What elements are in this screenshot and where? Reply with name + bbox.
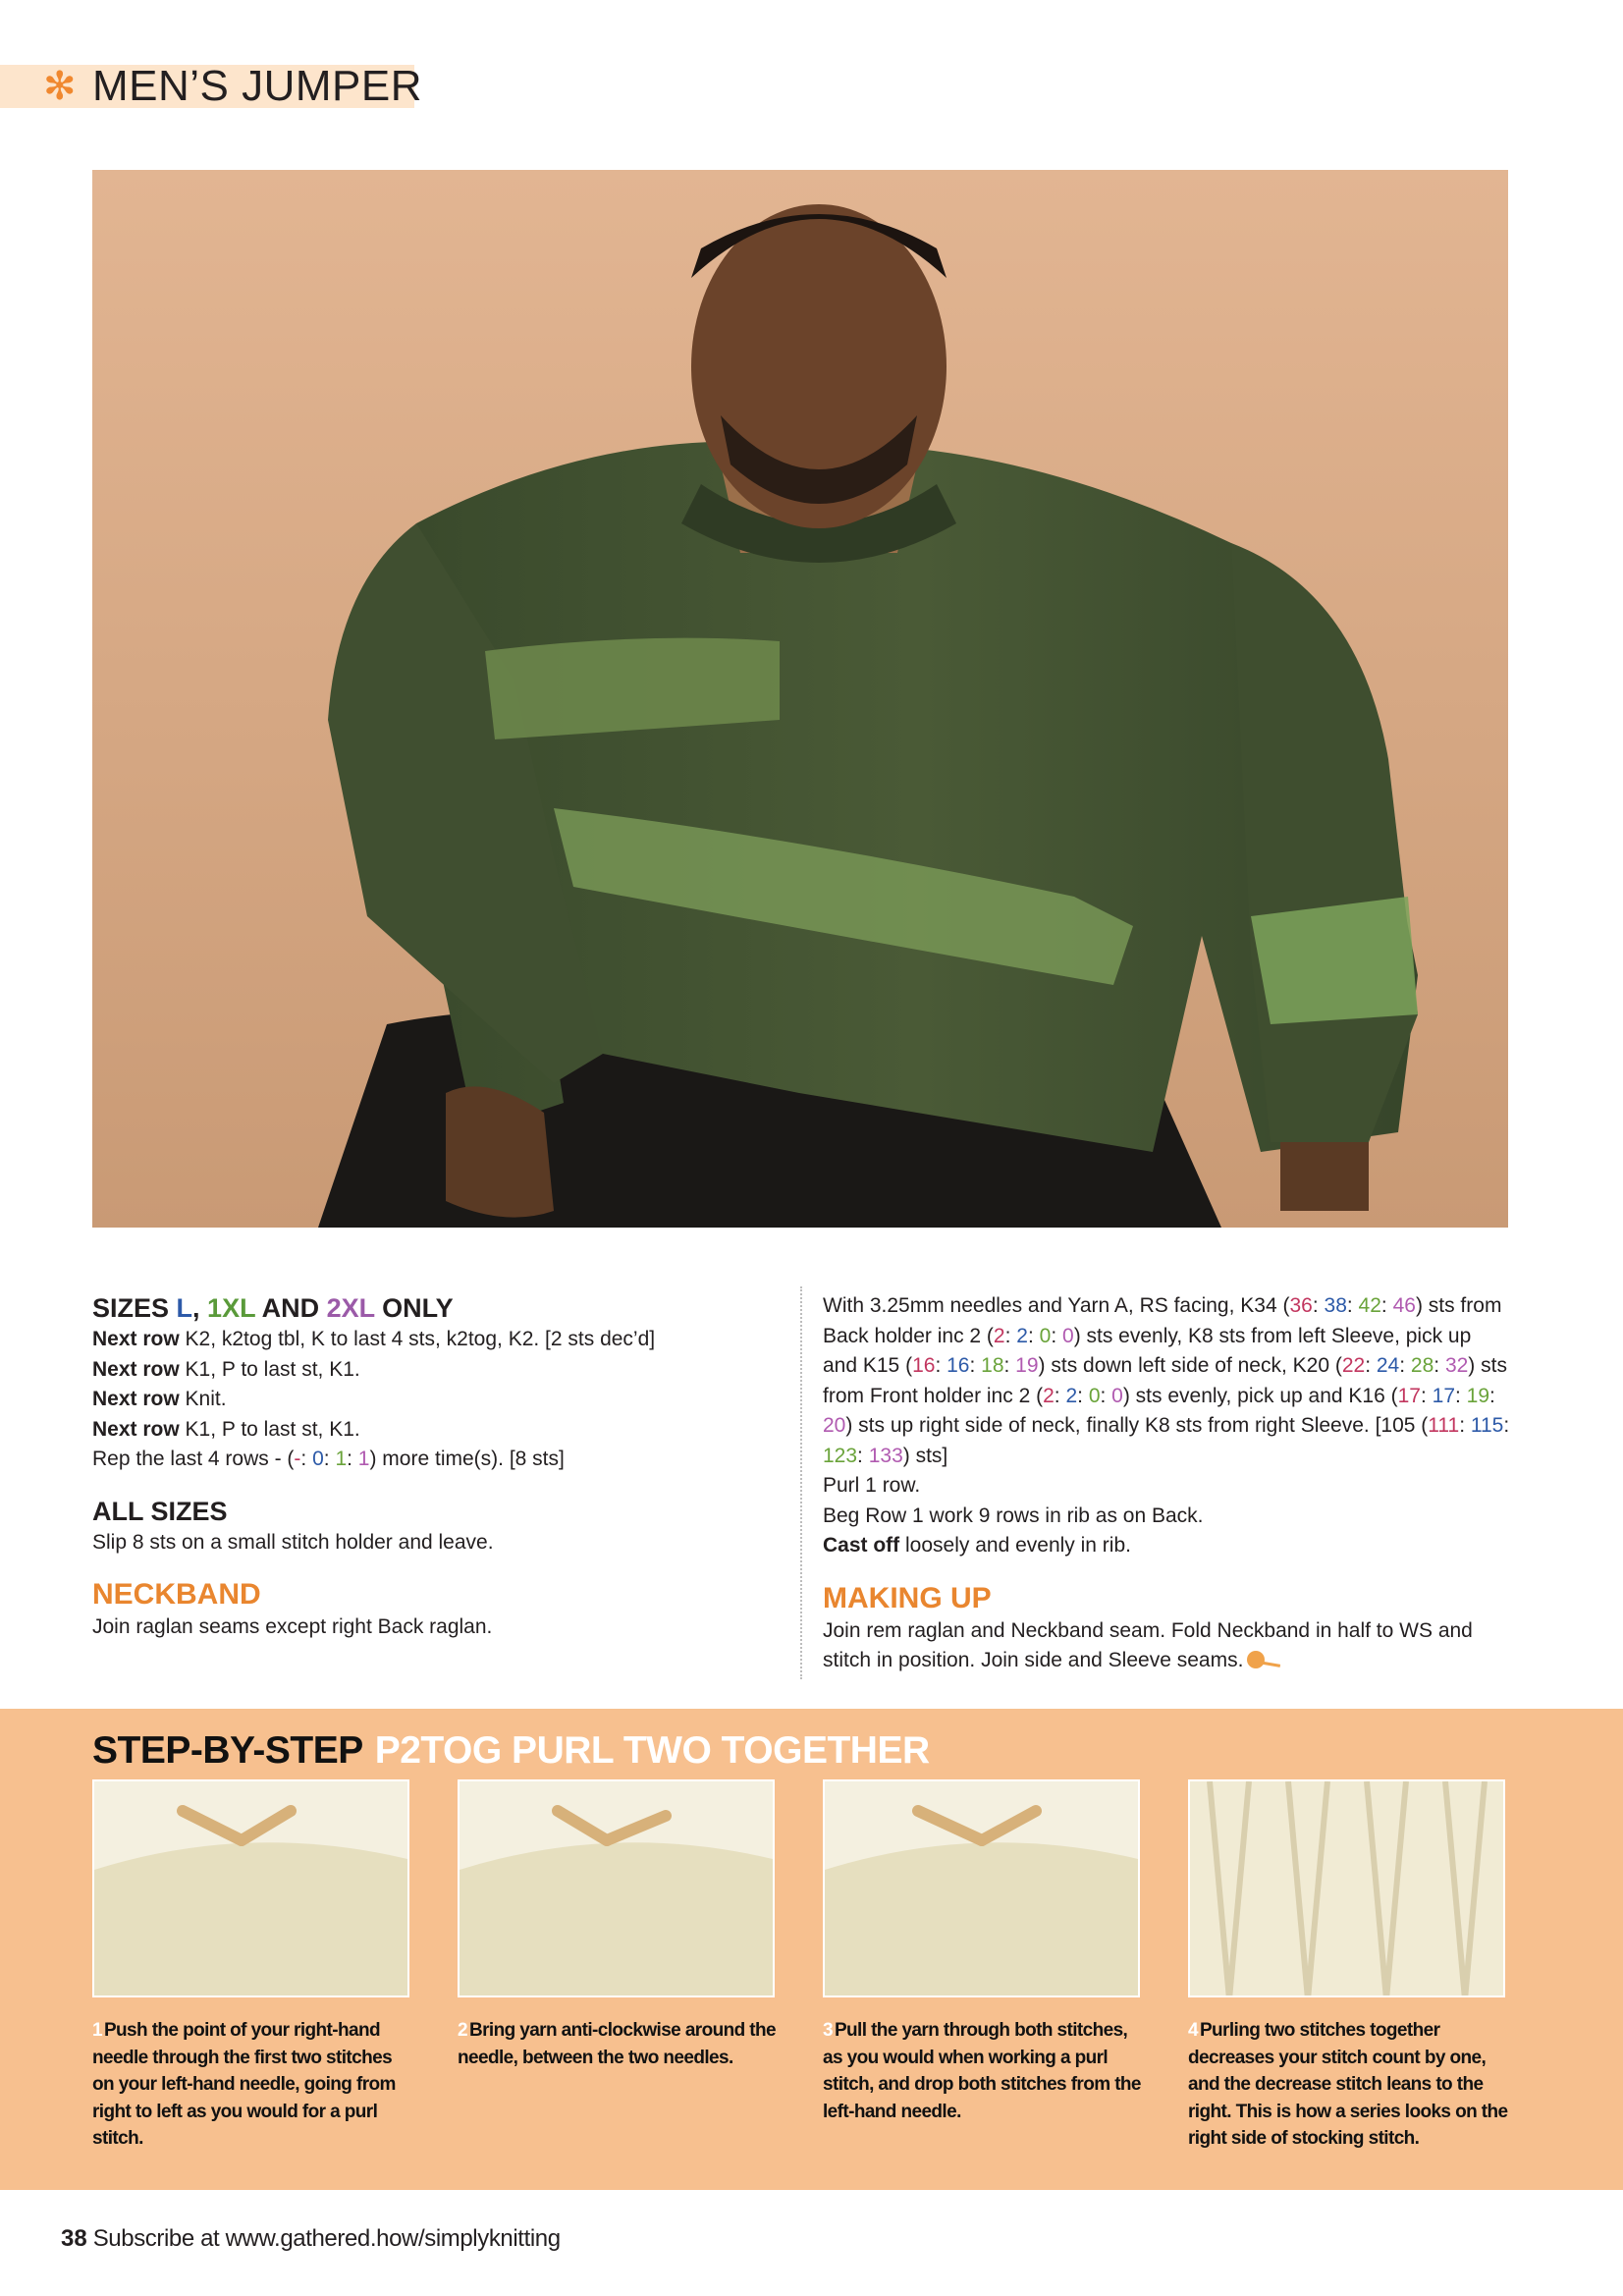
size-2xl: 2XL: [326, 1293, 375, 1323]
rep-val: -: [294, 1448, 301, 1470]
page-footer: [61, 2224, 561, 2254]
step-2-photo: [458, 1779, 775, 1997]
size-value: 133: [868, 1444, 903, 1467]
subscribe-link[interactable]: Subscribe at www.gathered.how/simplyknitting: [92, 2225, 561, 2252]
knitting-needles-illustration: [94, 1781, 409, 1997]
size-value: 28: [1410, 1354, 1434, 1377]
cast-off-text: loosely and evenly in rib.: [899, 1534, 1131, 1557]
all-sizes-heading: ALL SIZES: [92, 1496, 228, 1526]
step-text: Bring yarn anti-clockwise around the needle, between the two needles.: [458, 2020, 776, 2068]
sizes-and: AND: [255, 1293, 327, 1323]
instruction-text: :: [1027, 1324, 1040, 1347]
knitting-needles-illustration: [825, 1781, 1140, 1997]
page-number: 38: [61, 2225, 87, 2252]
making-up-heading: MAKING UP: [823, 1581, 992, 1614]
size-value: 0: [1062, 1324, 1074, 1347]
neckband-heading: NECKBAND: [92, 1578, 261, 1611]
size-value: 19: [1015, 1354, 1039, 1377]
size-value: 2: [993, 1324, 1005, 1347]
step-by-step-panel: [0, 1709, 1623, 2190]
size-value: 2: [1065, 1384, 1078, 1407]
neckband-instructions: [823, 1291, 1510, 1471]
sizes-only: ONLY: [374, 1293, 454, 1323]
size-value: 38: [1324, 1294, 1347, 1317]
instruction-text: :: [857, 1444, 869, 1467]
yarn-ball-icon: [1247, 1651, 1265, 1668]
step-number: 2: [458, 2020, 467, 2041]
instruction-text: :: [1455, 1384, 1467, 1407]
step-4-photo: [1188, 1779, 1505, 1997]
instruction-text: :: [1434, 1354, 1445, 1377]
size-value: 19: [1466, 1384, 1490, 1407]
rib-row: Beg Row 1 work 9 rows in rib as on Back.: [823, 1503, 1204, 1527]
row-text: K2, k2tog tbl, K to last 4 sts, k2tog, K2. [2 sts dec’d]: [179, 1328, 656, 1350]
rep-val: 1: [335, 1448, 348, 1470]
instruction-row: [92, 1385, 780, 1415]
asterisk-flower-icon: ✻: [43, 64, 77, 109]
size-value: 24: [1376, 1354, 1400, 1377]
row-label: Next row: [92, 1328, 180, 1350]
size-value: 18: [981, 1354, 1004, 1377]
instruction-row: [92, 1325, 780, 1355]
neckband-text: Join raglan seams except right Back raglan.: [92, 1615, 493, 1638]
step-2-caption: [458, 2017, 782, 2071]
rep-sep: :: [300, 1448, 313, 1470]
size-l: L: [176, 1293, 193, 1323]
sizes-comma: ,: [192, 1293, 208, 1323]
step-number: 3: [823, 2020, 833, 2041]
size-value: 46: [1392, 1294, 1416, 1317]
size-value: 115: [1470, 1414, 1504, 1437]
row-text: K1, P to last st, K1.: [179, 1357, 360, 1381]
instruction-text: :: [1054, 1384, 1066, 1407]
instruction-text: :: [935, 1354, 947, 1377]
size-value: 32: [1444, 1354, 1469, 1377]
step-1-caption: [92, 2017, 416, 2153]
row-text: Knit.: [179, 1388, 227, 1410]
size-value: 17: [1397, 1384, 1421, 1407]
row-label: Next row: [92, 1357, 180, 1381]
step-number: 1: [92, 2020, 102, 2041]
cast-off-label: Cast off: [823, 1534, 900, 1557]
step-3-photo: [823, 1779, 1140, 1997]
size-value: 16: [912, 1354, 936, 1377]
rep-sep: :: [347, 1448, 358, 1470]
rep-text: Rep the last 4 rows - (: [92, 1448, 295, 1470]
photo-illustration: [92, 170, 1508, 1228]
instruction-text: With 3.25mm needles and Yarn A, RS facing, K34 (: [823, 1294, 1290, 1317]
size-1xl: 1XL: [207, 1293, 256, 1323]
stocking-stitch-swatch: [1190, 1781, 1505, 1997]
purl-row: Purl 1 row.: [823, 1474, 921, 1497]
rep-sep: :: [323, 1448, 336, 1470]
knitting-needles-illustration: [460, 1781, 775, 1997]
instruction-text: :: [1312, 1294, 1325, 1317]
step-by-step-title: [92, 1728, 930, 1774]
making-up-text: [823, 1616, 1510, 1676]
instruction-text: :: [1003, 1354, 1016, 1377]
step-3-caption: [823, 2017, 1147, 2125]
instruction-row: [92, 1415, 780, 1446]
instruction-text: :: [1380, 1294, 1393, 1317]
step-by-step-label: STEP-BY-STEP: [92, 1729, 363, 1772]
page-title: MEN’S JUMPER: [92, 62, 423, 110]
size-value: 111: [1428, 1414, 1460, 1437]
instruction-text: ) sts]: [902, 1444, 948, 1467]
instruction-text: :: [969, 1354, 982, 1377]
man-in-jumper-photo: [92, 170, 1508, 1228]
instruction-text: :: [1346, 1294, 1359, 1317]
right-column: [823, 1291, 1510, 1676]
size-value: 22: [1341, 1354, 1366, 1377]
instruction-text: :: [1004, 1324, 1017, 1347]
step-text: Push the point of your right-hand needle through the first two stitches on your left-hand needle, going from right to left as you would for a purl stitch.: [92, 2020, 396, 2149]
size-value: 42: [1358, 1294, 1381, 1317]
instruction-text: :: [1051, 1324, 1062, 1347]
instruction-text: ) sts up right side of neck, finally K8 sts from right Sleeve. [105 (: [845, 1414, 1429, 1437]
instruction-text: :: [1489, 1384, 1495, 1407]
row-label: Next row: [92, 1417, 180, 1441]
instruction-text: ) sts from Back holder inc 2 (: [823, 1294, 1502, 1347]
instruction-text: ) sts evenly, pick up and K16 (: [1122, 1384, 1398, 1407]
instruction-text: ) sts evenly, K8 sts from left Sleeve, pick up and K15 (: [823, 1324, 1472, 1377]
size-value: 16: [947, 1354, 970, 1377]
rep-val: 0: [312, 1448, 324, 1470]
instruction-text: :: [1503, 1414, 1510, 1437]
step-text: Purling two stitches together decreases your stitch count by one, and the decrease stitch leans to the right. This is how a series looks on the right side of stocking stitch.: [1188, 2020, 1508, 2149]
step-text: Pull the yarn through both stitches, as you would when working a purl stitch, and drop both stitches from the left-hand needle.: [823, 2020, 1141, 2122]
sizes-text: SIZES: [92, 1293, 177, 1323]
step-1-photo: [92, 1779, 409, 1997]
row-label: Next row: [92, 1388, 180, 1410]
size-value: 2: [1043, 1384, 1055, 1407]
left-column: [92, 1291, 780, 1643]
step-number: 4: [1188, 2020, 1198, 2041]
size-value: 0: [1088, 1384, 1101, 1407]
making-up-body: Join rem raglan and Neckband seam. Fold Neckband in half to WS and stitch in position. Join side and Sleeve seams.: [823, 1618, 1473, 1671]
instruction-text: :: [1459, 1414, 1471, 1437]
repeat-line: [92, 1445, 780, 1475]
rep-text-end: ) more time(s). [8 sts]: [369, 1448, 565, 1470]
size-value: 36: [1289, 1294, 1313, 1317]
instruction-text: ) sts down left side of neck, K20 (: [1038, 1354, 1342, 1377]
instruction-text: :: [1420, 1384, 1433, 1407]
size-value: 0: [1039, 1324, 1052, 1347]
sizes-heading: [92, 1291, 780, 1325]
all-sizes-text: Slip 8 sts on a small stitch holder and leave.: [92, 1530, 494, 1554]
step-4-caption: [1188, 2017, 1512, 2153]
size-value: 20: [823, 1414, 846, 1437]
instruction-text: :: [1399, 1354, 1411, 1377]
technique-name: P2TOG PURL TWO TOGETHER: [374, 1729, 930, 1772]
row-text: K1, P to last st, K1.: [179, 1417, 360, 1441]
size-value: 17: [1432, 1384, 1455, 1407]
instruction-text: :: [1365, 1354, 1377, 1377]
rep-val: 1: [357, 1448, 370, 1470]
cast-off-row: [823, 1531, 1510, 1561]
instruction-text: :: [1100, 1384, 1112, 1407]
instruction-text: :: [1077, 1384, 1089, 1407]
column-divider: [800, 1286, 802, 1679]
size-value: 123: [823, 1444, 858, 1467]
instruction-row: [92, 1355, 780, 1386]
size-value: 0: [1111, 1384, 1123, 1407]
size-value: 2: [1016, 1324, 1028, 1347]
instruction-text: ) sts from Front holder inc 2 (: [823, 1354, 1507, 1407]
